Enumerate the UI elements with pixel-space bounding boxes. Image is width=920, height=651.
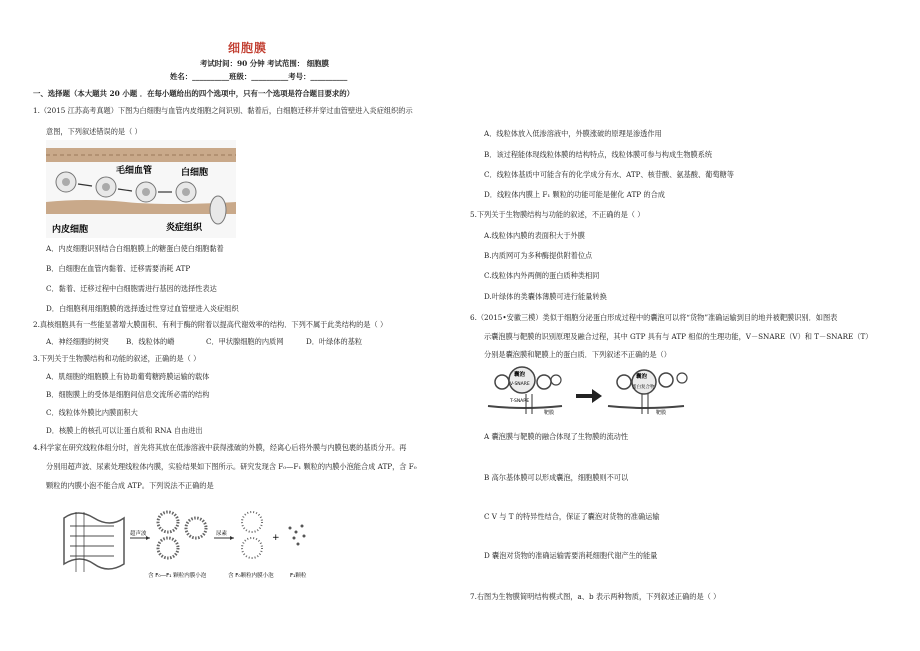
q2-stem: 2.真核细胞具有一些能显著增大膜面积、有利于酶的附着以提高代谢效率的结构．下列不属于此类结构的是（ ） [33,320,388,329]
q5-option-d: D.叶绿体的类囊体薄膜可进行能量转换 [484,292,607,301]
fig6-label-vesicle: 囊泡 [514,372,526,378]
q1-option-a: A．内皮细胞识别结合白细胞膜上的糖蛋白使白细胞黏着 [46,244,224,253]
q1-option-c: C．黏着、迁移过程中白细胞需进行基因的选择性表达 [46,284,217,293]
svg-text:+: + [272,533,280,543]
q1-figure [46,140,236,238]
q6-figure [484,364,702,426]
fig6-label-vesicle-2: 囊泡 [636,374,648,380]
q5-option-b: B.内质网可为多种酶提供附着位点 [484,251,593,260]
q3-option-b: B．细胞膜上的受体是细胞间信息交流所必需的结构 [46,390,210,399]
fig6-label-complex: 蛋白复合物 [632,385,655,390]
fig4-label-urea: 尿素 [216,531,228,537]
arrow-icon [576,389,602,403]
q6-stem-line1: 6.（2015•安徽三模）类似于细胞分泌蛋白形成过程中的囊泡可以将“货物”准确运输到目的地并被靶膜识别．如图表 [470,313,838,322]
q3-option-d: D．核膜上的核孔可以让蛋白质和 RNA 自由进出 [46,426,203,435]
q4-option-c: C．线粒体基质中可能含有的化学成分有水、ATP、核苷酸、氨基酸、葡萄糖等 [484,170,734,179]
fig4-label-f1: F₁颗粒 [290,573,307,579]
q2-option-c: C．甲状腺细胞的内质网 [206,337,284,346]
section-heading: 一、选择题（本大题共 20 小题 ．在每小题给出的四个选项中，只有一个选项是符合题目要求的） [33,89,355,98]
q4-option-b: B．该过程能体现线粒体膜的结构特点，线粒体膜可参与构成生物膜系统 [484,150,713,159]
q4-figure [58,498,338,580]
q6-option-c: C V 与 T 的特异性结合，保证了囊泡对货物的准确运输 [484,512,660,521]
q4-stem-line1: 4.科学家在研究线粒体组分时，首先将其放在低渗溶液中获得涨破的外膜，经离心后将外膜与内膜包裹的基质分开。再 [33,443,407,452]
q3-option-c: C．线粒体外膜比内膜面积大 [46,408,138,417]
fig6-label-vsnare: V-SNARE [510,382,530,387]
fig1-label-inflamed-tissue: 炎症组织 [166,223,203,233]
q6-stem-line3: 分别是囊泡膜和靶膜上的蛋白质．下列叙述不正确的是（） [484,350,671,359]
q6-option-b: B 高尔基体膜可以形成囊泡，细胞膜则不可以 [484,473,629,482]
fig1-label-leukocyte: 白细胞 [181,168,209,178]
fig6-label-target-membrane-2: 靶膜 [656,410,667,416]
q5-option-a: A.线粒体内膜的表面积大于外膜 [484,231,585,240]
student-info: 姓名：__________班级：__________考号：__________ [170,72,348,81]
q2-option-b: B．线粒体的嵴 [126,337,175,346]
fig4-label-f0-vesicle: 含 F₀颗粒内膜小泡 [228,573,274,579]
q6-stem-line2: 示囊泡膜与靶膜的识别原理及融合过程，其中 GTP 具有与 ATP 相似的生理功能，V－SNARE（V）和 T－SNARE（T） [484,332,873,341]
q6-option-d: D 囊泡对货物的准确运输需要消耗细胞代谢产生的能量 [484,551,658,560]
exam-info: 考试时间：90 分钟 考试范围： 细胞膜 [200,59,329,68]
q6-option-a: A 囊泡膜与靶膜的融合体现了生物膜的流动性 [484,432,629,441]
page-title: 细胞膜 [228,41,268,55]
q3-option-a: A．肌细胞的细胞膜上有协助葡萄糖跨膜运输的载体 [46,372,210,381]
q4-stem-line2: 分别用超声波、尿素处理线粒体内膜，实验结果如下图所示。研究发现含 F₀—F₁ 颗粒的内膜小泡能合成 ATP，含 F₀ [46,462,417,471]
q4-stem-line3: 颗粒的内膜小泡不能合成 ATP。下列说法不正确的是 [46,481,214,490]
fig1-label-capillary: 毛细血管 [116,166,153,176]
q1-stem-line1: 1.（2015 江苏高考真题）下图为白细胞与血管内皮细胞之间识别、黏着后，白细胞迁移并穿过血管壁进入炎症组织的示 [33,106,413,115]
fig4-label-f0f1-vesicle: 含 F₀—F₁ 颗粒内膜小泡 [148,573,207,579]
q2-option-d: D．叶绿体的基粒 [306,337,363,346]
q2-option-a: A．神经细胞的树突 [46,337,109,346]
q7-stem: 7.右图为生物膜简明结构模式图，a、b 表示两种物质，下列叙述正确的是（ ） [470,592,721,601]
q4-option-d: D．线粒体内膜上 F₁ 颗粒的功能可能是催化 ATP 的合成 [484,190,665,199]
q4-option-a: A．线粒体放入低渗溶液中，外膜涨破的原理是渗透作用 [484,129,662,138]
fig6-label-tsnare: T-SNARE [510,399,530,404]
q1-option-b: B．白细胞在血管内黏着、迁移需要消耗 ATP [46,264,191,273]
fig6-label-target-membrane-1: 靶膜 [544,410,555,416]
fig4-label-ultrasound: 超声波 [130,531,147,537]
q5-stem: 5.下列关于生物膜结构与功能的叙述，不正确的是（ ） [470,210,645,219]
q1-option-d: D．白细胞利用细胞膜的选择透过性穿过血管壁进入炎症组织 [46,304,239,313]
q1-stem-line2: 意图，下列叙述错误的是（ ） [46,127,142,136]
q3-stem: 3.下列关于生物膜结构和功能的叙述，正确的是（ ） [33,354,201,363]
fig1-label-endothelial: 内皮细胞 [52,225,89,235]
q5-option-c: C.线粒体内外两侧的蛋白质种类相同 [484,271,600,280]
